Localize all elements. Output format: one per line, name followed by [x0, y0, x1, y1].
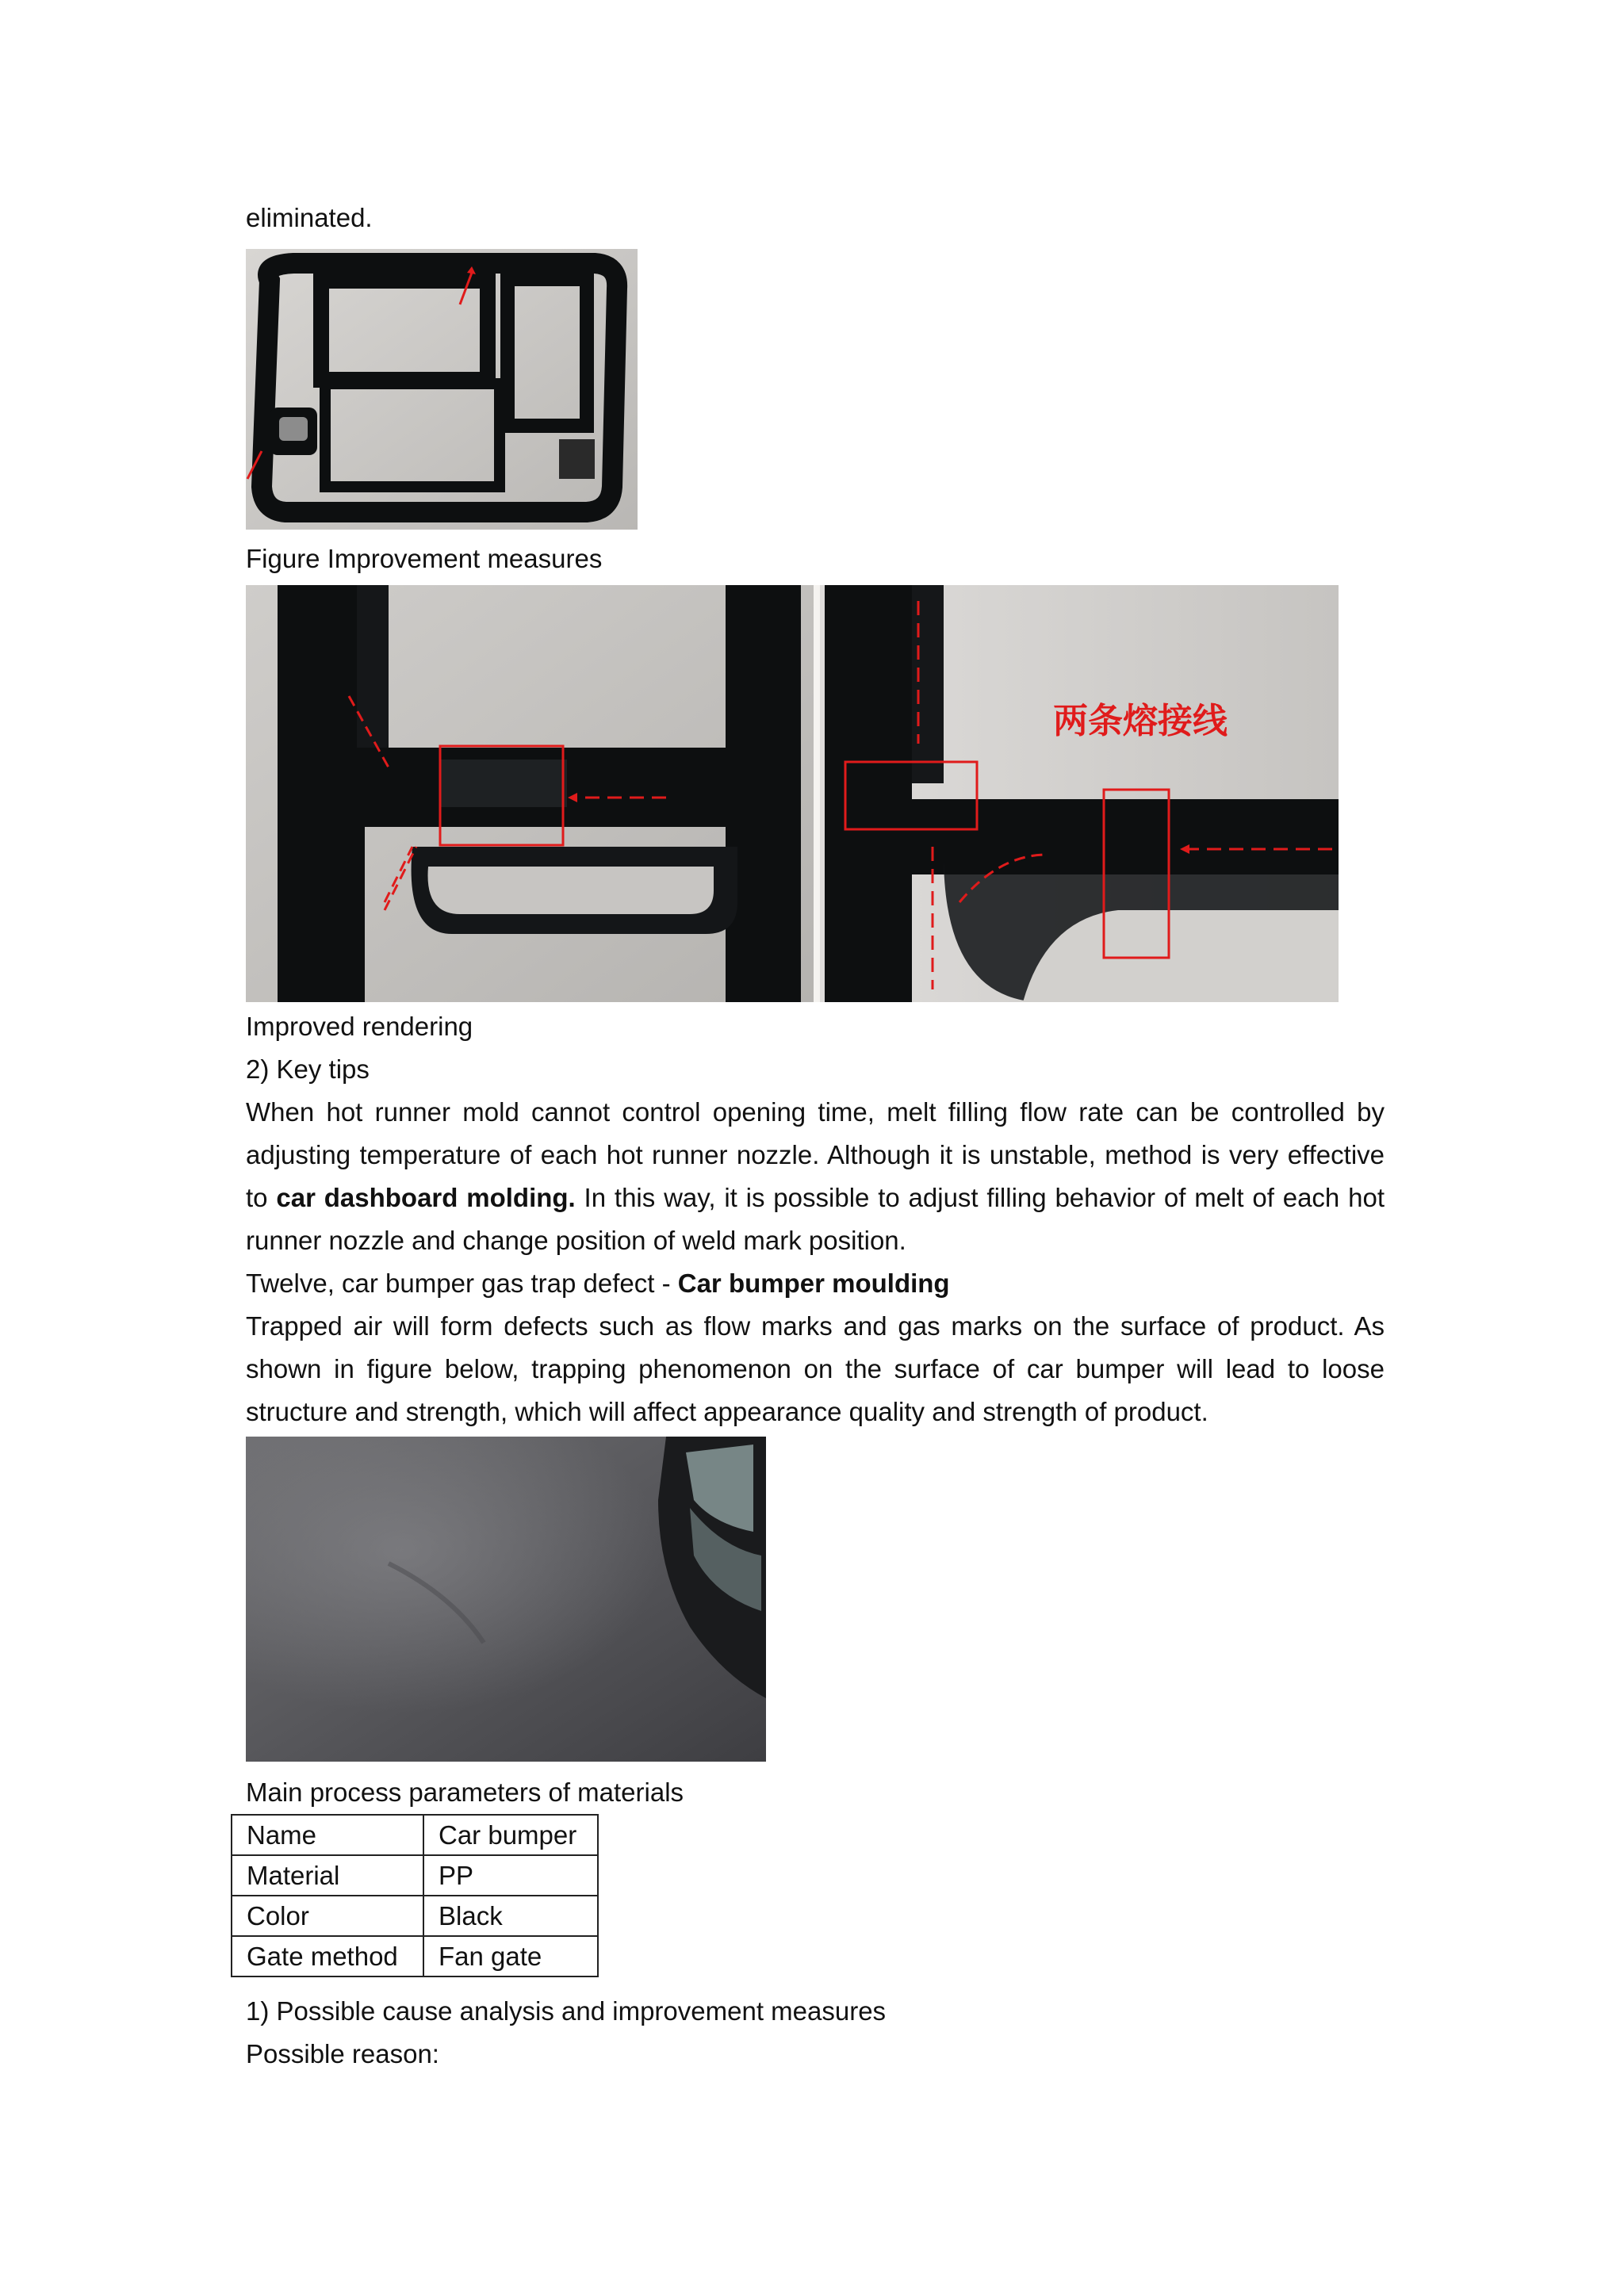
- paragraph-1-line-1: When hot runner mold cannot control opening time, melt filling flow rate can be controlled by: [246, 1097, 1385, 1127]
- figure-caption-improvement: Figure Improvement measures: [246, 544, 603, 573]
- table-cell-key: Material: [232, 1855, 423, 1896]
- params-caption: Main process parameters of materials: [246, 1777, 684, 1807]
- table-cell-value: Black: [423, 1896, 598, 1936]
- dashboard-bezel-photo: [246, 249, 638, 530]
- paragraph-2-line-1: Trapped air will form defects such as flow marks and gas marks on the surface of product. As: [246, 1311, 1385, 1341]
- figure-caption-rendering: Improved rendering: [246, 1012, 473, 1041]
- table-cell-key: Gate method: [232, 1936, 423, 1976]
- table-cell-key: Color: [232, 1896, 423, 1936]
- material-parameters-table: [231, 1814, 599, 1977]
- table-row: [232, 1936, 598, 1976]
- cause-analysis-heading: 1) Possible cause analysis and improvement measures: [246, 1996, 887, 2026]
- section-title-text: Twelve, car bumper gas trap defect -: [246, 1269, 678, 1298]
- table-cell-key: Name: [232, 1815, 423, 1855]
- car-dashboard-molding-link-text: car dashboard molding.: [276, 1183, 576, 1212]
- paragraph-2-line-2: shown in figure below, trapping phenomenon on the surface of car bumper will lead to loose: [246, 1354, 1385, 1383]
- weld-lines-label: 两条熔接线: [1053, 701, 1228, 741]
- section-title-bold: Car bumper moulding: [677, 1269, 950, 1298]
- paragraph-1-line-2: adjusting temperature of each hot runner nozzle. Although it is unstable, method is very effective: [246, 1140, 1385, 1169]
- paragraph-1-line-3-post: In this way, it is possible to adjust filling behavior of melt of each hot: [575, 1183, 1385, 1212]
- table-row: [232, 1896, 598, 1936]
- paragraph-1-line-3: [246, 1177, 1385, 1219]
- weld-line-closeup-photo: [246, 585, 1339, 1002]
- text-line-eliminated: eliminated.: [246, 203, 373, 232]
- paragraph-1-line-4: runner nozzle and change position of weld mark position.: [246, 1226, 906, 1255]
- table-cell-value: Car bumper: [423, 1815, 598, 1855]
- section-title: [246, 1262, 1385, 1305]
- table-cell-value: PP: [423, 1855, 598, 1896]
- table-cell-value: Fan gate: [423, 1936, 598, 1976]
- car-bumper-surface-photo: [246, 1437, 766, 1762]
- possible-reason-label: Possible reason:: [246, 2039, 439, 2068]
- key-tips-heading: 2) Key tips: [246, 1054, 370, 1084]
- table-row: [232, 1815, 598, 1855]
- table-row: [232, 1855, 598, 1896]
- paragraph-1-line-3-pre: to: [246, 1183, 277, 1212]
- paragraph-2-line-3: structure and strength, which will affect appearance quality and strength of product.: [246, 1397, 1208, 1426]
